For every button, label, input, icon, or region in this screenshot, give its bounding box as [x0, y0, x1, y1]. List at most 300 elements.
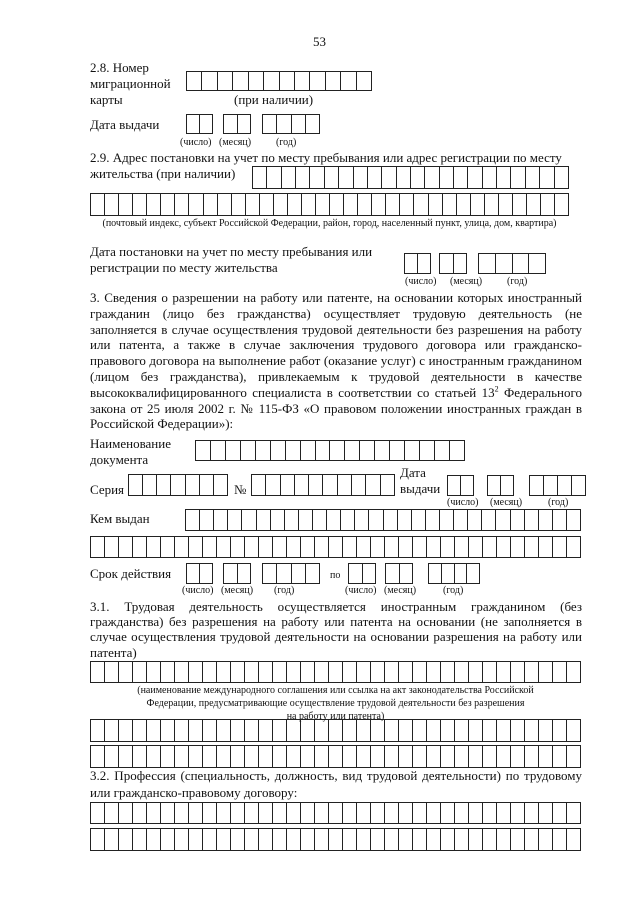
char-cell[interactable]: [339, 167, 353, 188]
char-cell[interactable]: [385, 803, 399, 823]
char-cell[interactable]: [133, 829, 147, 850]
char-cell[interactable]: [189, 537, 203, 557]
char-cell[interactable]: [189, 720, 203, 741]
char-cell[interactable]: [553, 510, 567, 530]
char-cell[interactable]: [211, 441, 226, 460]
char-cell[interactable]: [539, 720, 553, 741]
char-cell[interactable]: [541, 194, 555, 215]
char-cell[interactable]: [425, 167, 439, 188]
migration-card-number-input[interactable]: [186, 71, 372, 91]
char-cell[interactable]: [497, 829, 511, 850]
char-cell[interactable]: [196, 441, 211, 460]
char-cell[interactable]: [147, 829, 161, 850]
char-cell[interactable]: [315, 829, 329, 850]
char-cell[interactable]: [274, 194, 288, 215]
char-cell[interactable]: [527, 194, 541, 215]
char-cell[interactable]: [345, 441, 360, 460]
char-cell[interactable]: [301, 803, 315, 823]
char-cell[interactable]: [357, 803, 371, 823]
char-cell[interactable]: [450, 441, 464, 460]
char-cell[interactable]: [427, 662, 441, 682]
char-cell[interactable]: [310, 167, 324, 188]
issued-by-input-row-1[interactable]: [185, 509, 581, 531]
doc-issue-day-input[interactable]: [447, 475, 474, 496]
char-cell[interactable]: [217, 803, 231, 823]
char-cell[interactable]: [147, 720, 161, 741]
char-cell[interactable]: [301, 746, 315, 767]
char-cell[interactable]: [413, 662, 427, 682]
char-cell[interactable]: [217, 537, 231, 557]
char-cell[interactable]: [224, 115, 238, 133]
char-cell[interactable]: [399, 746, 413, 767]
char-cell[interactable]: [203, 829, 217, 850]
char-cell[interactable]: [119, 746, 133, 767]
issue-month-input[interactable]: [223, 114, 251, 134]
char-cell[interactable]: [175, 746, 189, 767]
char-cell[interactable]: [442, 564, 455, 583]
char-cell[interactable]: [511, 746, 525, 767]
char-cell[interactable]: [399, 537, 413, 557]
char-cell[interactable]: [385, 746, 399, 767]
char-cell[interactable]: [287, 803, 301, 823]
char-cell[interactable]: [371, 746, 385, 767]
char-cell[interactable]: [133, 194, 147, 215]
char-cell[interactable]: [315, 662, 329, 682]
char-cell[interactable]: [418, 254, 430, 273]
char-cell[interactable]: [257, 510, 271, 530]
char-cell[interactable]: [133, 720, 147, 741]
basis-input-row-1[interactable]: [90, 661, 581, 683]
char-cell[interactable]: [147, 194, 161, 215]
char-cell[interactable]: [226, 441, 241, 460]
char-cell[interactable]: [371, 537, 385, 557]
char-cell[interactable]: [555, 167, 568, 188]
char-cell[interactable]: [325, 167, 339, 188]
char-cell[interactable]: [231, 720, 245, 741]
char-cell[interactable]: [204, 194, 218, 215]
char-cell[interactable]: [567, 829, 580, 850]
char-cell[interactable]: [245, 537, 259, 557]
char-cell[interactable]: [105, 537, 119, 557]
char-cell[interactable]: [133, 537, 147, 557]
char-cell[interactable]: [238, 564, 251, 583]
char-cell[interactable]: [91, 662, 105, 682]
char-cell[interactable]: [259, 829, 273, 850]
char-cell[interactable]: [553, 537, 567, 557]
char-cell[interactable]: [540, 167, 554, 188]
char-cell[interactable]: [539, 803, 553, 823]
char-cell[interactable]: [245, 662, 259, 682]
char-cell[interactable]: [357, 720, 371, 741]
char-cell[interactable]: [368, 167, 382, 188]
char-cell[interactable]: [161, 537, 175, 557]
char-cell[interactable]: [186, 475, 200, 495]
char-cell[interactable]: [105, 829, 119, 850]
char-cell[interactable]: [386, 194, 400, 215]
char-cell[interactable]: [399, 720, 413, 741]
char-cell[interactable]: [511, 720, 525, 741]
char-cell[interactable]: [501, 476, 513, 495]
char-cell[interactable]: [241, 441, 256, 460]
char-cell[interactable]: [399, 829, 413, 850]
char-cell[interactable]: [245, 746, 259, 767]
char-cell[interactable]: [186, 510, 200, 530]
char-cell[interactable]: [217, 662, 231, 682]
char-cell[interactable]: [371, 720, 385, 741]
char-cell[interactable]: [525, 537, 539, 557]
valid-from-year-input[interactable]: [262, 563, 320, 584]
char-cell[interactable]: [189, 803, 203, 823]
char-cell[interactable]: [553, 746, 567, 767]
doc-issue-month-input[interactable]: [487, 475, 514, 496]
char-cell[interactable]: [105, 662, 119, 682]
char-cell[interactable]: [384, 510, 398, 530]
char-cell[interactable]: [429, 194, 443, 215]
char-cell[interactable]: [382, 167, 396, 188]
char-cell[interactable]: [366, 475, 380, 495]
char-cell[interactable]: [440, 167, 454, 188]
char-cell[interactable]: [189, 746, 203, 767]
char-cell[interactable]: [301, 662, 315, 682]
char-cell[interactable]: [454, 254, 467, 273]
char-cell[interactable]: [381, 475, 394, 495]
char-cell[interactable]: [287, 746, 301, 767]
issue-day-input[interactable]: [186, 114, 213, 134]
char-cell[interactable]: [296, 167, 310, 188]
char-cell[interactable]: [133, 746, 147, 767]
valid-from-month-input[interactable]: [223, 563, 251, 584]
char-cell[interactable]: [539, 510, 553, 530]
char-cell[interactable]: [572, 476, 585, 495]
char-cell[interactable]: [287, 537, 301, 557]
char-cell[interactable]: [357, 537, 371, 557]
char-cell[interactable]: [129, 475, 143, 495]
char-cell[interactable]: [329, 829, 343, 850]
char-cell[interactable]: [232, 194, 246, 215]
char-cell[interactable]: [461, 476, 473, 495]
char-cell[interactable]: [398, 510, 412, 530]
char-cell[interactable]: [263, 564, 277, 583]
char-cell[interactable]: [441, 829, 455, 850]
char-cell[interactable]: [231, 537, 245, 557]
char-cell[interactable]: [497, 803, 511, 823]
char-cell[interactable]: [483, 720, 497, 741]
char-cell[interactable]: [273, 803, 287, 823]
char-cell[interactable]: [143, 475, 157, 495]
char-cell[interactable]: [281, 475, 295, 495]
doc-issue-year-input[interactable]: [529, 475, 586, 496]
valid-to-day-input[interactable]: [348, 563, 376, 584]
char-cell[interactable]: [187, 115, 200, 133]
char-cell[interactable]: [105, 720, 119, 741]
char-cell[interactable]: [147, 662, 161, 682]
char-cell[interactable]: [231, 746, 245, 767]
char-cell[interactable]: [385, 829, 399, 850]
char-cell[interactable]: [457, 194, 471, 215]
char-cell[interactable]: [175, 537, 189, 557]
char-cell[interactable]: [427, 746, 441, 767]
char-cell[interactable]: [273, 829, 287, 850]
issue-year-input[interactable]: [262, 114, 320, 134]
char-cell[interactable]: [330, 441, 345, 460]
char-cell[interactable]: [455, 662, 469, 682]
char-cell[interactable]: [306, 564, 319, 583]
char-cell[interactable]: [329, 662, 343, 682]
char-cell[interactable]: [189, 662, 203, 682]
char-cell[interactable]: [511, 829, 525, 850]
char-cell[interactable]: [539, 746, 553, 767]
char-cell[interactable]: [414, 194, 428, 215]
char-cell[interactable]: [200, 510, 214, 530]
char-cell[interactable]: [218, 72, 233, 90]
char-cell[interactable]: [301, 720, 315, 741]
char-cell[interactable]: [467, 564, 479, 583]
char-cell[interactable]: [455, 803, 469, 823]
char-cell[interactable]: [119, 720, 133, 741]
char-cell[interactable]: [147, 537, 161, 557]
char-cell[interactable]: [341, 72, 356, 90]
char-cell[interactable]: [468, 510, 482, 530]
char-cell[interactable]: [427, 829, 441, 850]
char-cell[interactable]: [530, 476, 544, 495]
char-cell[interactable]: [511, 167, 525, 188]
char-cell[interactable]: [260, 194, 274, 215]
char-cell[interactable]: [91, 746, 105, 767]
char-cell[interactable]: [316, 441, 331, 460]
char-cell[interactable]: [544, 476, 558, 495]
char-cell[interactable]: [369, 510, 383, 530]
char-cell[interactable]: [231, 803, 245, 823]
char-cell[interactable]: [399, 803, 413, 823]
char-cell[interactable]: [413, 746, 427, 767]
char-cell[interactable]: [310, 72, 325, 90]
char-cell[interactable]: [344, 194, 358, 215]
char-cell[interactable]: [454, 167, 468, 188]
char-cell[interactable]: [231, 662, 245, 682]
char-cell[interactable]: [202, 72, 217, 90]
char-cell[interactable]: [161, 194, 175, 215]
char-cell[interactable]: [400, 564, 413, 583]
char-cell[interactable]: [385, 537, 399, 557]
char-cell[interactable]: [390, 441, 405, 460]
char-cell[interactable]: [539, 537, 553, 557]
char-cell[interactable]: [371, 662, 385, 682]
char-cell[interactable]: [259, 537, 273, 557]
char-cell[interactable]: [214, 510, 228, 530]
char-cell[interactable]: [119, 194, 133, 215]
char-cell[interactable]: [469, 829, 483, 850]
char-cell[interactable]: [525, 803, 539, 823]
char-cell[interactable]: [553, 662, 567, 682]
char-cell[interactable]: [316, 194, 330, 215]
char-cell[interactable]: [299, 510, 313, 530]
char-cell[interactable]: [287, 662, 301, 682]
char-cell[interactable]: [440, 510, 454, 530]
char-cell[interactable]: [252, 475, 266, 495]
char-cell[interactable]: [203, 803, 217, 823]
char-cell[interactable]: [329, 720, 343, 741]
char-cell[interactable]: [217, 720, 231, 741]
char-cell[interactable]: [413, 829, 427, 850]
char-cell[interactable]: [567, 746, 580, 767]
char-cell[interactable]: [371, 803, 385, 823]
char-cell[interactable]: [171, 475, 185, 495]
char-cell[interactable]: [400, 194, 414, 215]
char-cell[interactable]: [338, 475, 352, 495]
char-cell[interactable]: [567, 510, 580, 530]
char-cell[interactable]: [161, 829, 175, 850]
char-cell[interactable]: [264, 72, 279, 90]
char-cell[interactable]: [386, 564, 400, 583]
char-cell[interactable]: [567, 537, 580, 557]
char-cell[interactable]: [385, 720, 399, 741]
char-cell[interactable]: [375, 441, 390, 460]
char-cell[interactable]: [469, 662, 483, 682]
char-cell[interactable]: [277, 115, 291, 133]
char-cell[interactable]: [203, 746, 217, 767]
basis-input-row-3[interactable]: [90, 745, 581, 768]
char-cell[interactable]: [429, 564, 442, 583]
char-cell[interactable]: [553, 803, 567, 823]
char-cell[interactable]: [245, 829, 259, 850]
char-cell[interactable]: [469, 746, 483, 767]
char-cell[interactable]: [267, 167, 281, 188]
char-cell[interactable]: [496, 510, 510, 530]
char-cell[interactable]: [105, 194, 119, 215]
char-cell[interactable]: [242, 510, 256, 530]
char-cell[interactable]: [427, 537, 441, 557]
char-cell[interactable]: [497, 167, 511, 188]
char-cell[interactable]: [309, 475, 323, 495]
char-cell[interactable]: [224, 564, 238, 583]
char-cell[interactable]: [357, 72, 371, 90]
char-cell[interactable]: [525, 662, 539, 682]
char-cell[interactable]: [259, 746, 273, 767]
char-cell[interactable]: [360, 441, 375, 460]
char-cell[interactable]: [217, 829, 231, 850]
char-cell[interactable]: [427, 803, 441, 823]
char-cell[interactable]: [287, 720, 301, 741]
char-cell[interactable]: [455, 564, 468, 583]
char-cell[interactable]: [455, 537, 469, 557]
char-cell[interactable]: [349, 564, 363, 583]
char-cell[interactable]: [233, 72, 248, 90]
char-cell[interactable]: [119, 803, 133, 823]
profession-input-row-2[interactable]: [90, 828, 581, 851]
char-cell[interactable]: [343, 537, 357, 557]
char-cell[interactable]: [266, 475, 280, 495]
char-cell[interactable]: [435, 441, 450, 460]
char-cell[interactable]: [420, 441, 435, 460]
char-cell[interactable]: [511, 510, 525, 530]
char-cell[interactable]: [246, 194, 260, 215]
char-cell[interactable]: [371, 829, 385, 850]
char-cell[interactable]: [511, 537, 525, 557]
char-cell[interactable]: [273, 662, 287, 682]
char-cell[interactable]: [441, 803, 455, 823]
char-cell[interactable]: [161, 803, 175, 823]
char-cell[interactable]: [238, 115, 251, 133]
valid-to-year-input[interactable]: [428, 563, 480, 584]
char-cell[interactable]: [426, 510, 440, 530]
char-cell[interactable]: [511, 662, 525, 682]
char-cell[interactable]: [157, 475, 171, 495]
char-cell[interactable]: [343, 746, 357, 767]
char-cell[interactable]: [455, 746, 469, 767]
char-cell[interactable]: [263, 115, 277, 133]
char-cell[interactable]: [295, 72, 310, 90]
char-cell[interactable]: [91, 194, 105, 215]
char-cell[interactable]: [413, 720, 427, 741]
char-cell[interactable]: [525, 746, 539, 767]
address-input-row-1[interactable]: [252, 166, 569, 189]
char-cell[interactable]: [295, 475, 309, 495]
char-cell[interactable]: [455, 829, 469, 850]
char-cell[interactable]: [292, 564, 306, 583]
char-cell[interactable]: [469, 803, 483, 823]
char-cell[interactable]: [497, 537, 511, 557]
char-cell[interactable]: [217, 746, 231, 767]
char-cell[interactable]: [189, 829, 203, 850]
char-cell[interactable]: [413, 537, 427, 557]
char-cell[interactable]: [513, 194, 527, 215]
char-cell[interactable]: [483, 662, 497, 682]
char-cell[interactable]: [203, 537, 217, 557]
char-cell[interactable]: [405, 441, 420, 460]
char-cell[interactable]: [161, 662, 175, 682]
char-cell[interactable]: [256, 441, 271, 460]
char-cell[interactable]: [119, 829, 133, 850]
address-input-row-2[interactable]: [90, 193, 569, 216]
char-cell[interactable]: [483, 829, 497, 850]
char-cell[interactable]: [301, 441, 316, 460]
char-cell[interactable]: [441, 537, 455, 557]
char-cell[interactable]: [133, 803, 147, 823]
char-cell[interactable]: [302, 194, 316, 215]
char-cell[interactable]: [455, 720, 469, 741]
char-cell[interactable]: [187, 72, 202, 90]
char-cell[interactable]: [526, 167, 540, 188]
char-cell[interactable]: [245, 803, 259, 823]
char-cell[interactable]: [405, 254, 418, 273]
char-cell[interactable]: [105, 803, 119, 823]
char-cell[interactable]: [292, 115, 306, 133]
valid-to-month-input[interactable]: [385, 563, 413, 584]
char-cell[interactable]: [315, 537, 329, 557]
char-cell[interactable]: [200, 564, 212, 583]
char-cell[interactable]: [329, 746, 343, 767]
char-cell[interactable]: [483, 537, 497, 557]
char-cell[interactable]: [513, 254, 530, 273]
char-cell[interactable]: [343, 803, 357, 823]
char-cell[interactable]: [496, 254, 513, 273]
char-cell[interactable]: [497, 746, 511, 767]
char-cell[interactable]: [91, 720, 105, 741]
char-cell[interactable]: [511, 803, 525, 823]
char-cell[interactable]: [273, 537, 287, 557]
char-cell[interactable]: [286, 441, 301, 460]
char-cell[interactable]: [253, 167, 267, 188]
profession-input-row-1[interactable]: [90, 802, 581, 824]
char-cell[interactable]: [175, 194, 189, 215]
char-cell[interactable]: [203, 720, 217, 741]
char-cell[interactable]: [119, 537, 133, 557]
char-cell[interactable]: [323, 475, 337, 495]
char-cell[interactable]: [363, 564, 376, 583]
char-cell[interactable]: [499, 194, 513, 215]
char-cell[interactable]: [329, 803, 343, 823]
char-cell[interactable]: [231, 829, 245, 850]
